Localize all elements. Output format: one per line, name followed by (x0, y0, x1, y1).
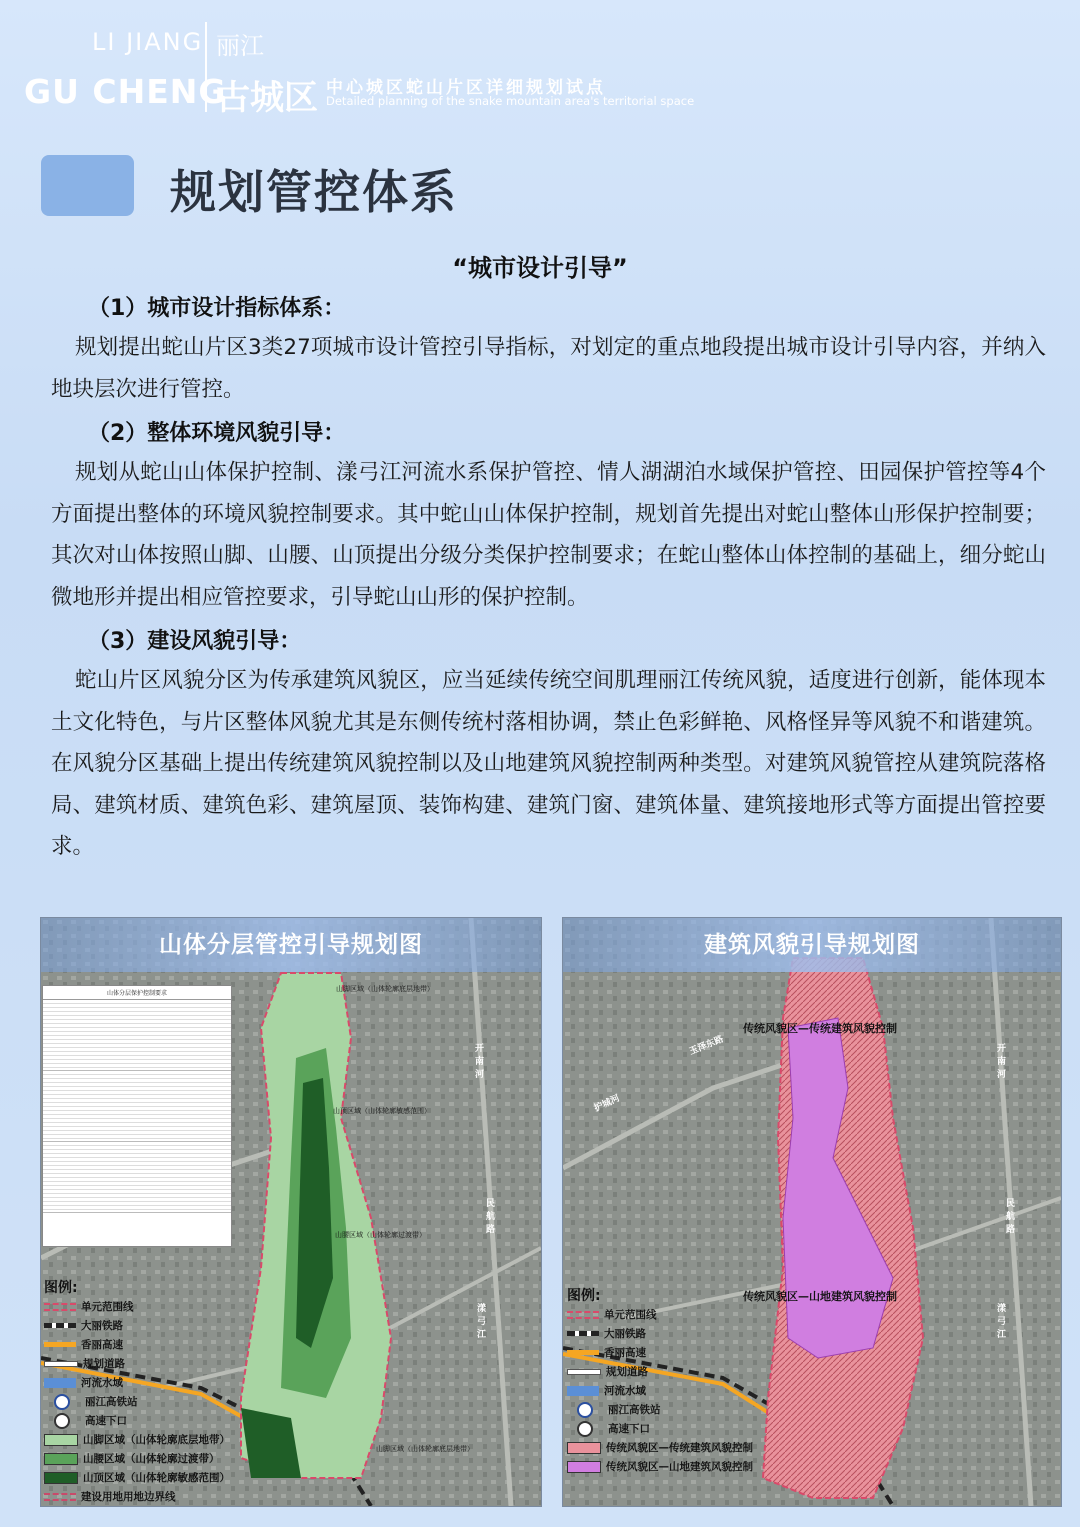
label-minhang-road-right: 民航路 (1006, 1199, 1016, 1235)
label-summit: 山顶区域（山体轮廓敏感范围） (333, 1107, 431, 1115)
paragraph-2: 规划从蛇山山体保护控制、漾弓江河流水系保护管控、情人湖湖泊水域保护管控、田园保护管控等4个方面提出整体的环境风貌控制要求。其中蛇山山体保护控制，规划首先提出对蛇山整体山形保护控制要；其次对山体按照山脚、山腰、山顶提出分级分类保护控制要求；在蛇山整体山体控制的基础上，细分蛇山微地形并提出相应管控要求，引导蛇山山形的保护控制。 (51, 460, 1046, 610)
legend-item: 山脚区域（山体轮廓底层地带） (44, 1430, 230, 1449)
label-yanggong-river-left: 漾弓江 (477, 1304, 487, 1340)
label-foothill-top: 山脚区域（山体轮廓底层地带） (336, 985, 434, 993)
header (0, 0, 1080, 120)
label-midslope: 山腰区域（山体轮廓过渡带） (335, 1231, 426, 1239)
legend-item: 规划道路 (567, 1362, 753, 1381)
label-mountain-zone: 传统风貌区—山地建筑风貌控制 (743, 1290, 897, 1303)
label-yuze-road: 玉泽东路 (688, 1034, 726, 1058)
city-name: 丽江 (216, 32, 264, 60)
legend-right (567, 1285, 753, 1476)
legend-item: 香丽高速 (44, 1335, 230, 1354)
map-left-title-bar (41, 918, 541, 972)
legend-item: 山腰区域（山体轮廓过渡带） (44, 1449, 230, 1468)
pinyin-bottom: GU CHENG (24, 72, 227, 111)
legend-item: 山顶区域（山体轮廓敏感范围） (44, 1468, 230, 1487)
legend-item: 丽江高铁站 (567, 1400, 753, 1419)
control-requirements-table (42, 985, 232, 1247)
heading-3: （3）建设风貌引导： (88, 629, 302, 654)
table-title: 山体分层保护控制要求 (43, 986, 231, 1000)
legend-item: 河流水域 (567, 1381, 753, 1400)
table-row (43, 1000, 231, 1071)
legend-item: 香丽高速 (567, 1343, 753, 1362)
label-minhang-road-left: 民航路 (486, 1199, 496, 1235)
pinyin-top: LI JIANG (92, 28, 204, 56)
legend-item: 高速下口 (44, 1411, 230, 1430)
paragraph-3: 蛇山片区风貌分区为传承建筑风貌区，应当延续传统空间肌理丽江传统风貌，适度进行创新，能体现本土文化特色，与片区整体风貌尤其是东侧传统村落相协调，禁止色彩鲜艳、风格怪异等风貌不和谐建筑。在风貌分区基础上提出传统建筑风貌控制以及山地建筑风貌控制两种类型。对建筑风貌管控从建筑院落格局、建筑材质、建筑色彩、建筑屋顶、装饰构建、建筑门窗、建筑体量、建筑接地形式等方面提出管控要求。 (51, 668, 1046, 859)
heading-1: （1）城市设计指标体系： (88, 296, 346, 321)
label-foothill-bottom: 山脚区域（山体轮廓底层地带） (376, 1445, 474, 1453)
legend-item: 高速下口 (567, 1419, 753, 1438)
paragraph-1: 规划提出蛇山片区3类27项城市设计管控引导指标，对划定的重点地段提出城市设计引导内容，并纳入地块层次进行管控。 (51, 335, 1046, 402)
map-left-title: 山体分层管控引导规划图 (159, 932, 423, 958)
legend-item: 建设用地用地边界线 (44, 1487, 230, 1506)
legend-right-title: 图例: (567, 1288, 601, 1304)
map-right-title: 建筑风貌引导规划图 (704, 932, 920, 958)
map-right-title-bar (563, 918, 1061, 972)
legend-item: 传统风貌区—山地建筑风貌控制 (567, 1457, 753, 1476)
subtitle-en: Detailed planning of the snake mountain area's territorial space (326, 94, 695, 108)
table-row (43, 1071, 231, 1142)
legend-item: 传统风貌区—传统建筑风貌控制 (567, 1438, 753, 1457)
quote-title: “城市设计引导” (452, 254, 628, 282)
heading-2: （2）整体环境风貌引导： (88, 421, 346, 446)
title-accent-block (41, 155, 134, 216)
table-row (43, 1142, 231, 1213)
section-title: 规划管控体系 (170, 165, 458, 219)
legend-item: 规划道路 (44, 1354, 230, 1373)
legend-item: 单元范围线 (567, 1305, 753, 1324)
legend-left-title: 图例: (44, 1280, 78, 1296)
subtitle-cn: 中心城区蛇山片区详细规划试点 (326, 78, 606, 98)
legend-left (44, 1277, 230, 1506)
label-traditional-zone: 传统风貌区—传统建筑风貌控制 (743, 1022, 897, 1035)
label-kainan-river-right: 开南河 (997, 1044, 1007, 1080)
legend-item: 大丽铁路 (567, 1324, 753, 1343)
label-kainan-river-left: 开南河 (475, 1044, 485, 1080)
label-yanggong-river-right: 漾弓江 (997, 1304, 1007, 1340)
label-huhe-river: 护城河 (592, 1093, 622, 1115)
legend-item: 河流水域 (44, 1373, 230, 1392)
district-name: 古城区 (216, 78, 318, 118)
legend-item: 丽江高铁站 (44, 1392, 230, 1411)
legend-item: 大丽铁路 (44, 1316, 230, 1335)
legend-item: 单元范围线 (44, 1297, 230, 1316)
